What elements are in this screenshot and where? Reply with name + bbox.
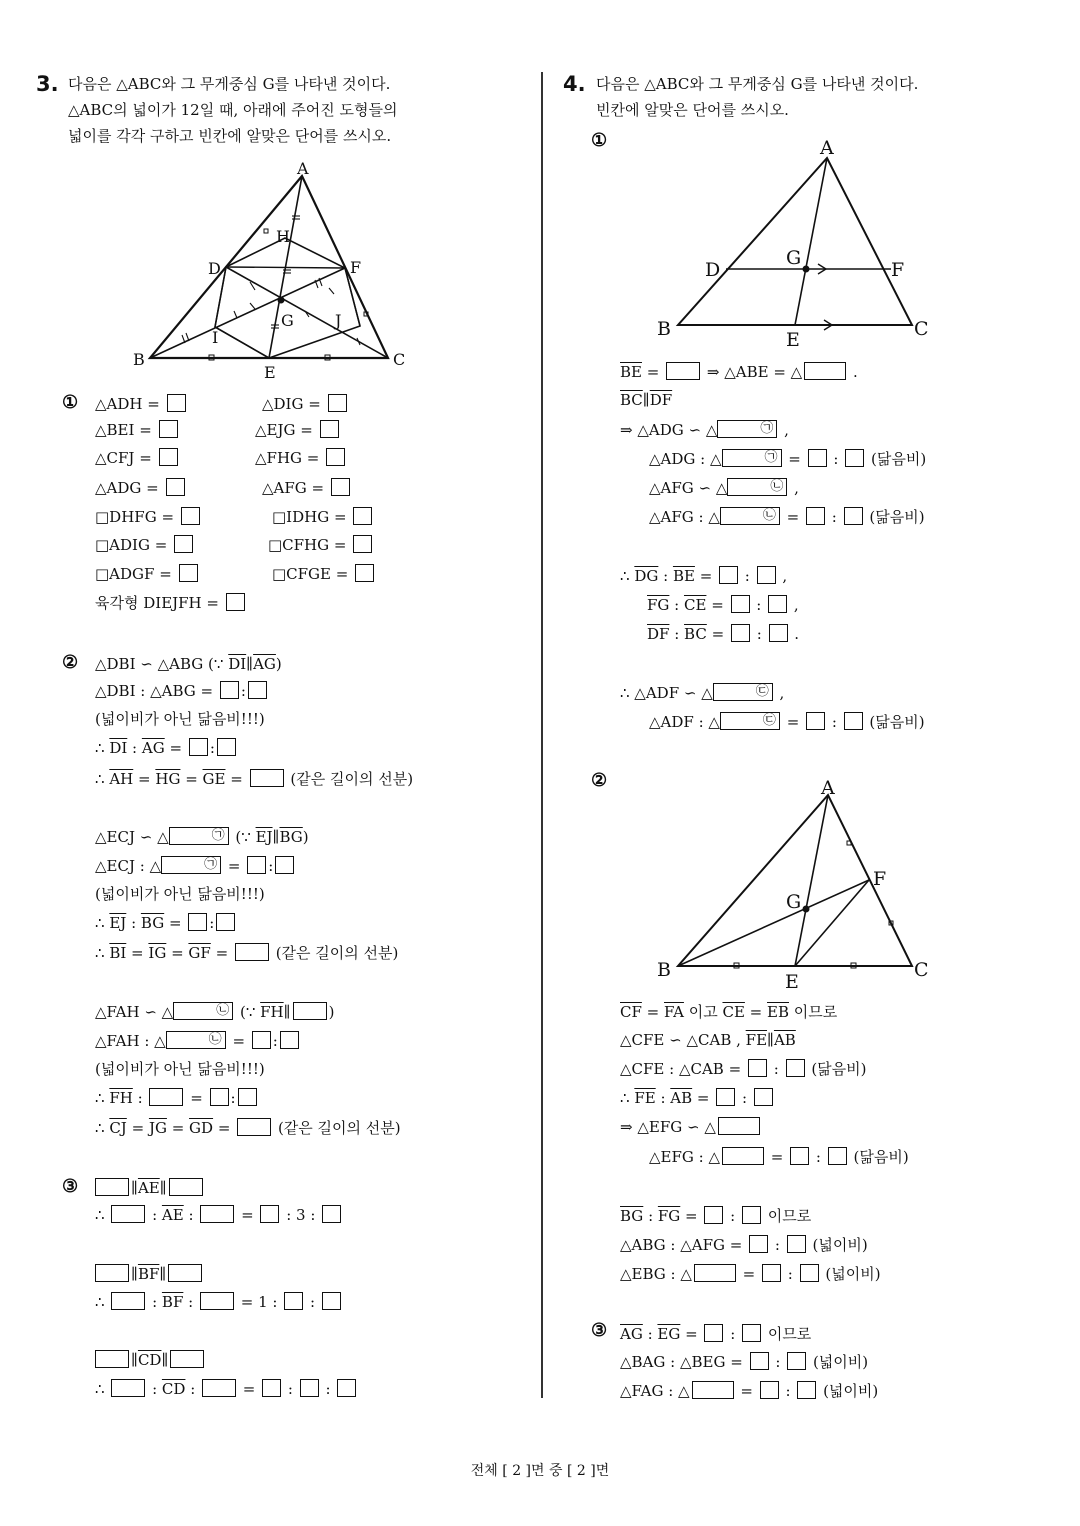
subpart-marker: ① bbox=[591, 130, 608, 151]
answer-box[interactable]: ㉡ bbox=[720, 507, 780, 525]
ratio-line: △ECJ : △ ㉠ = : bbox=[95, 854, 296, 878]
answer-box[interactable] bbox=[845, 449, 864, 467]
answer-box[interactable] bbox=[284, 1292, 303, 1310]
answer-box[interactable] bbox=[169, 1178, 203, 1196]
median-line: $\overline{BE}$ = ⇒ △ABE = △ . bbox=[620, 363, 858, 381]
answer-box[interactable] bbox=[787, 1235, 806, 1253]
answer-box[interactable] bbox=[216, 913, 235, 931]
answer-box[interactable] bbox=[808, 449, 827, 467]
answer-box[interactable]: ㉠ bbox=[722, 449, 782, 467]
shape-name: □IDHG bbox=[272, 508, 330, 526]
vertex-label-e: E bbox=[785, 971, 799, 993]
answer-box[interactable] bbox=[804, 362, 846, 380]
answer-box[interactable] bbox=[768, 595, 787, 613]
answer-box[interactable] bbox=[200, 1292, 234, 1310]
answer-box[interactable] bbox=[202, 1379, 236, 1397]
segment-ratio-line: ∴ $\overline{FE}$ : $\overline{AB}$ = : bbox=[620, 1086, 775, 1110]
vertex-label-g: G bbox=[786, 891, 802, 913]
vertex-label-d: D bbox=[208, 259, 221, 278]
vertex-label-a: A bbox=[297, 160, 309, 178]
answer-box[interactable]: ㉢ bbox=[720, 712, 780, 730]
answer-box[interactable] bbox=[666, 362, 700, 380]
answer-box[interactable] bbox=[159, 448, 178, 466]
answer-box[interactable] bbox=[769, 624, 788, 642]
shape-name: □ADGF bbox=[95, 565, 155, 583]
answer-box[interactable] bbox=[328, 394, 347, 412]
shape-name: △EJG bbox=[255, 421, 296, 439]
segment-ratio-line: ∴ $\overline{FH}$ : = : bbox=[95, 1086, 259, 1110]
ratio-line: ∴ : $\overline{CD}$ : = : : bbox=[95, 1377, 358, 1401]
answer-box[interactable] bbox=[760, 1381, 779, 1399]
shape-name: △ADG bbox=[95, 479, 142, 497]
segment-equal-line: ∴ $\overline{CJ} = \overline{JG} = \overline{GD}$ = (같은 길이의 선분) bbox=[95, 1119, 401, 1137]
answer-box[interactable] bbox=[716, 1088, 735, 1106]
answer-box[interactable] bbox=[353, 535, 372, 553]
note-text: (넓이비가 아닌 닮음비!!!) bbox=[95, 885, 265, 903]
vertex-label-g: G bbox=[786, 247, 802, 269]
segment-ratio-line: ∴ $\overline{EJ}$ : $\overline{BG}$ = : bbox=[95, 911, 237, 935]
ratio-line: △CFE : △CAB = : (닮음비) bbox=[620, 1060, 867, 1078]
area-ratio-line: △EBG : △ = : (넓이비) bbox=[620, 1265, 881, 1283]
segment-ratio-line: ∴ $\overline{DG}$ : $\overline{BE}$ = : , bbox=[620, 567, 788, 585]
similarity-line: △CFE ∽ △CAB , $\overline{FE}\parallel\overline{AB}$ bbox=[620, 1031, 796, 1049]
subpart-marker: ③ bbox=[591, 1320, 608, 1341]
answer-box[interactable] bbox=[189, 738, 208, 756]
answer-box[interactable]: ㉢ bbox=[713, 683, 773, 701]
triangle-figure-1 bbox=[640, 130, 950, 350]
vertex-label-e: E bbox=[786, 329, 800, 350]
answer-box[interactable] bbox=[248, 681, 267, 699]
area-ratio-line: △ABG : △AFG = : (넓이비) bbox=[620, 1236, 868, 1254]
answer-box[interactable] bbox=[250, 769, 284, 787]
page-footer: 전체 [ 2 ]면 중 [ 2 ]면 bbox=[470, 1463, 610, 1479]
answer-box[interactable] bbox=[718, 1117, 760, 1135]
answer-box[interactable] bbox=[235, 943, 269, 961]
parallel-line: $\parallel\overline{AE}\parallel$ bbox=[93, 1176, 205, 1200]
answer-box[interactable] bbox=[786, 1059, 805, 1077]
answer-box[interactable] bbox=[353, 507, 372, 525]
answer-box[interactable] bbox=[731, 595, 750, 613]
vertex-label-b: B bbox=[657, 318, 671, 340]
answer-box[interactable] bbox=[220, 681, 239, 699]
answer-box[interactable] bbox=[790, 1147, 809, 1165]
answer-box[interactable] bbox=[757, 566, 776, 584]
triangle-figure-2 bbox=[640, 770, 950, 995]
answer-box[interactable]: ㉡ bbox=[166, 1031, 226, 1049]
question-prompt-line: 넓이를 각각 구하고 빈칸에 알맞은 단어를 쓰시오. bbox=[68, 127, 392, 145]
answer-box[interactable] bbox=[828, 1147, 847, 1165]
segment-equal-line: ∴ $\overline{BI} = \overline{IG} = \overline{GF}$ = (같은 길이의 선분) bbox=[95, 944, 399, 962]
answer-box[interactable] bbox=[280, 1031, 299, 1049]
ratio-line: △ADG : △ ㉠ = : (닮음비) bbox=[649, 450, 927, 468]
answer-box[interactable] bbox=[692, 1381, 734, 1399]
shape-name: △AFG bbox=[262, 479, 307, 497]
subpart-marker: ③ bbox=[62, 1176, 79, 1197]
answer-box[interactable] bbox=[731, 624, 750, 642]
vertex-label-j: J bbox=[335, 311, 342, 330]
shape-name: □CFGE bbox=[272, 565, 331, 583]
answer-box[interactable] bbox=[800, 1264, 819, 1282]
vertex-label-g: G bbox=[281, 311, 294, 330]
answer-box[interactable] bbox=[95, 1264, 129, 1282]
similarity-line: ∴ △ADF ∽ △ ㉢ , bbox=[620, 684, 785, 702]
vertex-label-f: F bbox=[873, 868, 887, 890]
vertex-label-c: C bbox=[914, 959, 929, 981]
vertex-label-b: B bbox=[657, 959, 671, 981]
answer-box[interactable] bbox=[293, 1002, 327, 1020]
answer-box[interactable] bbox=[260, 1205, 279, 1223]
answer-box[interactable] bbox=[300, 1379, 319, 1397]
shape-name: △FHG bbox=[255, 449, 303, 467]
answer-box[interactable] bbox=[200, 1205, 234, 1223]
answer-box[interactable] bbox=[806, 507, 825, 525]
area-ratio-line: △BAG : △BEG = : (넓이비) bbox=[620, 1353, 869, 1371]
ratio-line: △EFG : △ = : (닮음비) bbox=[649, 1148, 909, 1166]
answer-box[interactable] bbox=[749, 1235, 768, 1253]
answer-box[interactable] bbox=[742, 1324, 761, 1342]
question-number: 4. bbox=[563, 72, 586, 96]
answer-box[interactable] bbox=[237, 1118, 271, 1136]
shape-name: △CFJ bbox=[95, 449, 135, 467]
answer-box[interactable]: ㉠ bbox=[161, 856, 221, 874]
answer-box[interactable] bbox=[275, 856, 294, 874]
answer-box[interactable] bbox=[179, 564, 198, 582]
question-prompt-line: 다음은 △ABC와 그 무게중심 G를 나타낸 것이다. bbox=[596, 75, 919, 93]
answer-box[interactable] bbox=[844, 712, 863, 730]
answer-box[interactable] bbox=[806, 712, 825, 730]
answer-box[interactable] bbox=[95, 1178, 129, 1196]
shape-name: △DIG bbox=[262, 395, 304, 413]
answer-box[interactable] bbox=[262, 1379, 281, 1397]
answer-box[interactable] bbox=[95, 1350, 129, 1368]
ratio-line: △DBI : △ABG = : bbox=[95, 679, 269, 703]
answer-box[interactable] bbox=[355, 564, 374, 582]
vertex-label-c: C bbox=[393, 350, 406, 369]
vertex-label-f: F bbox=[350, 258, 362, 277]
ratio-line: △AFG : △ ㉡ = : (닮음비) bbox=[649, 508, 925, 526]
vertex-label-c: C bbox=[914, 318, 929, 340]
similarity-line: △ECJ ∽ △ ㉠ (∵ $\overline{EJ}\parallel\overline{BG}$) bbox=[95, 828, 309, 846]
ratio-line: ∴ : $\overline{BF}$ : = 1 : : bbox=[95, 1290, 343, 1314]
answer-box[interactable] bbox=[217, 738, 236, 756]
vertex-label-i: I bbox=[212, 328, 219, 347]
answer-box[interactable]: ㉡ bbox=[727, 478, 787, 496]
shape-name: △BEI bbox=[95, 421, 135, 439]
parallel-line: $\parallel\overline{CD}\parallel$ bbox=[93, 1348, 206, 1372]
answer-box[interactable] bbox=[742, 1206, 761, 1224]
answer-box[interactable] bbox=[159, 420, 178, 438]
answer-box[interactable] bbox=[704, 1324, 723, 1342]
answer-box[interactable] bbox=[787, 1352, 806, 1370]
segment-ratio-line: ∴ $\overline{DI}$ : $\overline{AG}$ = : bbox=[95, 736, 238, 760]
similarity-line: △AFG ∽ △ ㉡ , bbox=[649, 479, 799, 497]
segment-ratio-line: $\overline{FG}$ : $\overline{CE}$ = : , bbox=[647, 596, 799, 614]
shape-name: □CFHG bbox=[268, 536, 330, 554]
shape-name: □ADIG bbox=[95, 536, 150, 554]
answer-box[interactable] bbox=[844, 507, 863, 525]
vertex-label-h: H bbox=[276, 227, 290, 246]
answer-box[interactable] bbox=[174, 535, 193, 553]
answer-box[interactable] bbox=[238, 1088, 257, 1106]
answer-box[interactable] bbox=[754, 1088, 773, 1106]
midpoint-line: $\overline{CF} = \overline{FA}$ 이고 $\overline{CE} = \overline{EB}$ 이므로 bbox=[620, 1003, 838, 1021]
vertex-label-a: A bbox=[820, 137, 834, 159]
answer-box[interactable] bbox=[320, 420, 339, 438]
similarity-line: △FAH ∽ △ ㉡ (∵ $\overline{FH}\parallel$ ) bbox=[95, 1003, 335, 1021]
answer-box[interactable] bbox=[188, 913, 207, 931]
answer-box[interactable] bbox=[247, 856, 266, 874]
shape-name: △ADH bbox=[95, 395, 143, 413]
segment-ratio-line: $\overline{AG}$ : $\overline{EG}$ = : 이므로 bbox=[620, 1325, 812, 1343]
vertex-label-e: E bbox=[264, 363, 276, 380]
answer-box[interactable] bbox=[326, 448, 345, 466]
note-text: (넓이비가 아닌 닮음비!!!) bbox=[95, 710, 265, 728]
answer-box[interactable] bbox=[111, 1205, 145, 1223]
vertex-label-b: B bbox=[133, 350, 145, 369]
answer-box[interactable]: ㉠ bbox=[169, 827, 229, 845]
vertex-label-f: F bbox=[891, 259, 905, 281]
answer-box[interactable] bbox=[704, 1206, 723, 1224]
vertex-label-d: D bbox=[705, 259, 721, 281]
answer-box[interactable]: ㉠ bbox=[717, 420, 777, 438]
subpart-marker: ① bbox=[62, 392, 79, 413]
segment-ratio-line: $\overline{BG}$ : $\overline{FG}$ = : 이므로 bbox=[620, 1207, 812, 1225]
segment-ratio-line: $\overline{DF}$ : $\overline{BC}$ = : . bbox=[647, 625, 800, 643]
answer-box[interactable] bbox=[149, 1088, 183, 1106]
column-divider bbox=[541, 72, 543, 1398]
answer-box[interactable] bbox=[181, 507, 200, 525]
answer-box[interactable] bbox=[111, 1379, 145, 1397]
question-number: 3. bbox=[36, 72, 59, 96]
answer-box[interactable] bbox=[719, 566, 738, 584]
similarity-line: ⇒ △EFG ∽ △ bbox=[620, 1115, 762, 1139]
parallel-line: $\overline{BC}\parallel\overline{DF}$ bbox=[620, 391, 673, 409]
parallel-line: $\parallel\overline{BF}\parallel$ bbox=[93, 1262, 204, 1286]
answer-box[interactable] bbox=[226, 593, 245, 611]
ratio-line: △ADF : △ ㉢ = : (닮음비) bbox=[649, 713, 925, 731]
area-ratio-line: △FAG : △ = : (넓이비) bbox=[620, 1382, 879, 1400]
question-prompt-line: 빈칸에 알맞은 단어를 쓰시오. bbox=[596, 101, 789, 119]
answer-box[interactable] bbox=[210, 1088, 229, 1106]
shape-name: □DHFG bbox=[95, 508, 157, 526]
answer-box[interactable]: ㉡ bbox=[173, 1002, 233, 1020]
similarity-line: △DBI ∽ △ABG (∵ $\overline{DI}\parallel\overline{AG}$) bbox=[95, 655, 282, 673]
answer-box[interactable] bbox=[252, 1031, 271, 1049]
question-prompt-line: 다음은 △ABC와 그 무게중심 G를 나타낸 것이다. bbox=[68, 75, 391, 93]
ratio-line: ∴ : $\overline{AE}$ : = : 3 : bbox=[95, 1203, 343, 1227]
answer-box[interactable] bbox=[750, 1352, 769, 1370]
question-prompt-line: △ABC의 넓이가 12일 때, 아래에 주어진 도형들의 bbox=[68, 101, 398, 119]
subpart-marker: ② bbox=[591, 770, 608, 791]
answer-box[interactable] bbox=[167, 394, 186, 412]
answer-box[interactable] bbox=[170, 1350, 204, 1368]
centroid-figure bbox=[120, 160, 420, 380]
segment-equal-line: ∴ $\overline{AH} = \overline{HG} = \overline{GE}$ = (같은 길이의 선분) bbox=[95, 770, 414, 788]
answer-box[interactable] bbox=[797, 1381, 816, 1399]
note-text: (넓이비가 아닌 닮음비!!!) bbox=[95, 1060, 265, 1078]
vertex-label-a: A bbox=[821, 777, 835, 799]
answer-box[interactable] bbox=[722, 1147, 764, 1165]
answer-box[interactable] bbox=[168, 1264, 202, 1282]
answer-box[interactable] bbox=[694, 1264, 736, 1282]
shape-name: 육각형 DIEJFH bbox=[95, 594, 202, 612]
answer-box[interactable] bbox=[762, 1264, 781, 1282]
subpart-marker: ② bbox=[62, 652, 79, 673]
answer-box[interactable] bbox=[322, 1292, 341, 1310]
answer-box[interactable] bbox=[331, 478, 350, 496]
answer-box[interactable] bbox=[748, 1059, 767, 1077]
answer-box[interactable] bbox=[337, 1379, 356, 1397]
similarity-line: ⇒ △ADG ∽ △ ㉠ , bbox=[620, 421, 789, 439]
answer-box[interactable] bbox=[111, 1292, 145, 1310]
answer-box[interactable] bbox=[322, 1205, 341, 1223]
ratio-line: △FAH : △ ㉡ = : bbox=[95, 1029, 301, 1053]
answer-box[interactable] bbox=[166, 478, 185, 496]
